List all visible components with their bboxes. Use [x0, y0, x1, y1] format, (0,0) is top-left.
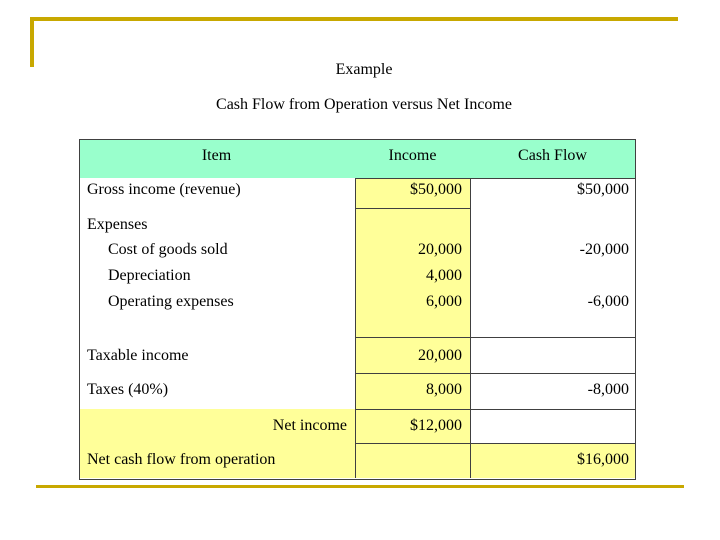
row-label-gross-income: Gross income (revenue) — [87, 181, 241, 198]
table-divider-income-right — [470, 178, 471, 478]
row-label-cost-of-goods-sold: Cost of goods sold — [108, 241, 228, 258]
table-divider-income-left — [355, 178, 356, 478]
cost-of-goods-sold-income: 20,000 — [418, 241, 462, 258]
depreciation-income: 4,000 — [426, 267, 462, 284]
taxes-income-value: 8,000 — [426, 381, 462, 398]
table-divider-taxes — [355, 409, 635, 410]
operating-expenses-cash-flow: -6,000 — [587, 293, 629, 310]
table-divider-expenses — [355, 337, 635, 338]
row-label-net-income: Net income — [272, 417, 347, 434]
slide-accent-top-line — [30, 17, 678, 21]
row-label-expenses: Expenses — [87, 216, 148, 233]
cost-of-goods-sold-cash-flow: -20,000 — [579, 241, 629, 258]
gross-cash-flow-value: $50,000 — [577, 181, 629, 198]
slide-accent-bottom-line — [36, 485, 684, 488]
row-label-net-cash-flow: Net cash flow from operation — [87, 451, 276, 468]
slide-subtitle: Cash Flow from Operation versus Net Income — [216, 96, 512, 113]
row-label-depreciation: Depreciation — [108, 267, 191, 284]
table-divider-gross — [355, 208, 470, 209]
column-header-income: Income — [388, 147, 437, 164]
column-header-item: Item — [201, 147, 232, 164]
table-divider-net-income — [355, 443, 635, 444]
table-divider-header — [355, 178, 635, 179]
row-label-operating-expenses: Operating expenses — [108, 293, 234, 310]
operating-expenses-income: 6,000 — [426, 293, 462, 310]
slide-title: Example — [335, 61, 393, 78]
table-divider-taxable — [355, 373, 635, 374]
net-cash-flow-value: $16,000 — [577, 451, 629, 468]
slide-accent-left-bar — [30, 17, 34, 67]
taxable-income-value: 20,000 — [418, 347, 462, 364]
column-header-cash-flow: Cash Flow — [518, 147, 587, 164]
net-income-value: $12,000 — [410, 417, 462, 434]
gross-income-value: $50,000 — [410, 181, 462, 198]
row-label-taxes: Taxes (40%) — [87, 381, 169, 398]
taxes-cash-flow-value: -8,000 — [587, 381, 629, 398]
row-label-taxable-income: Taxable income — [87, 347, 189, 364]
